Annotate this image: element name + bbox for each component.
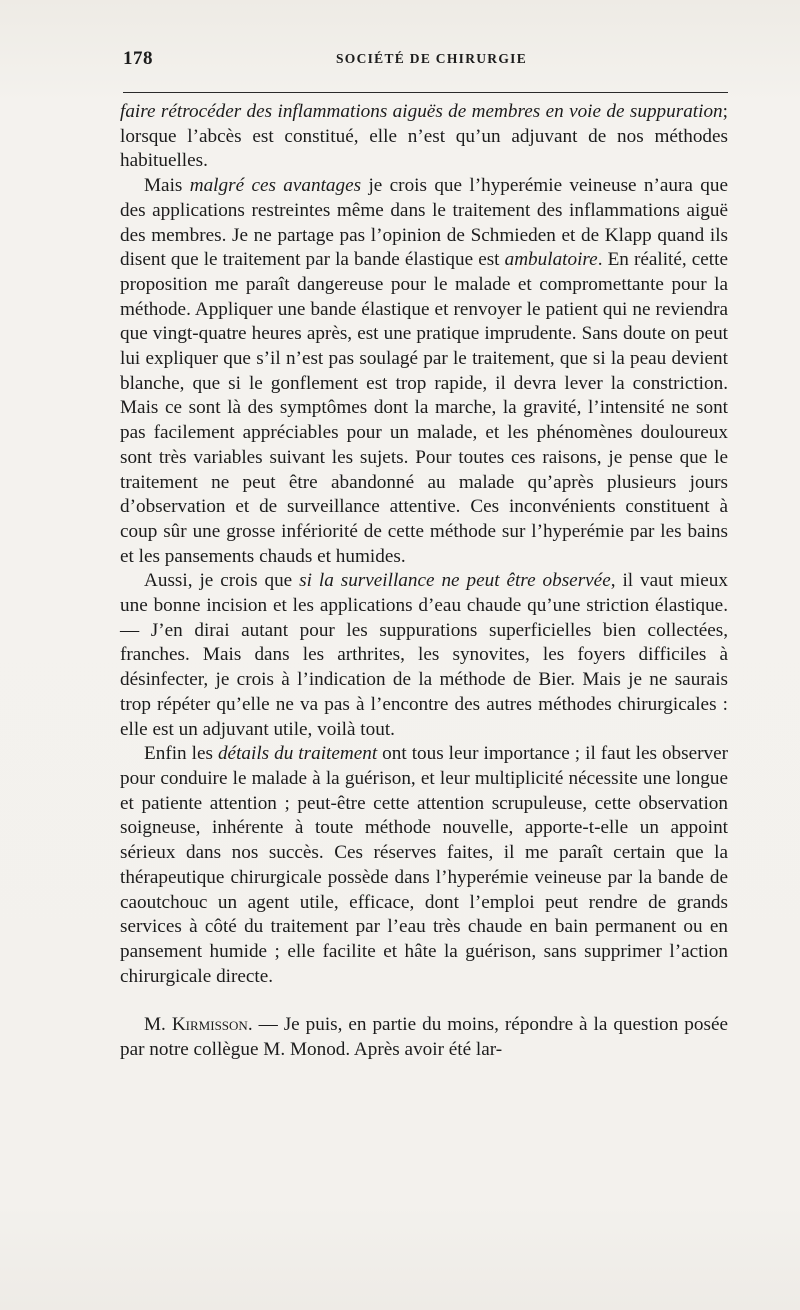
text-span: , il vaut mieux une bonne incision et les applications d’eau chaude qu’une striction élastique. — J’en dirai autant pour les suppurations superficielles bien collectées, franches. Mais dans les arthrites, les synovites, les foyers difficiles à désinfecter, je crois à l’indication de la méthode de Bier. Mais je ne saurais trop répéter qu’elle ne va pas à l’encontre des autres méthodes chirurgicales : elle est un adjuvant utile, voilà tout. (120, 570, 728, 740)
speaker-name: Kirmisson (171, 1014, 248, 1036)
text-span: . En réalité, cette proposition me paraît dangereuse pour le malade et compromettante pour la méthode. Appliquer une bande élastique et renvoyer le patient qui ne reviendra que vingt-quatre heures après, est une pratique imprudente. Sans doute on peut lui expliquer que s’il n’est pas soulagé par le traitement, que si la peau devient blanche, que si le gonflement est trop rapide, il devra lever la constriction. Mais ce sont là des symptômes dont la marche, la gravité, l’intensité ne sont pas facilement appréciables pour un malade, et les phénomènes douloureux sont très variables suivant les sujets. Pour toutes ces raisons, je pense que le traitement ne peut être abandonné au malade qu’après plusieurs jours d’observation et de surveillance attentive. Ces inconvénients constituent à coup sûr une grosse infériorité de cette méthode sur l’hyperémie par les bains et les pansements chauds et humides. (120, 249, 728, 567)
text-span: malgré ces avantages (189, 175, 362, 197)
paragraph-1 (120, 100, 728, 174)
text-span: Aussi, je crois que (144, 570, 300, 592)
page-number: 178 (123, 48, 153, 69)
text-span: je crois que l’hyperémie veineuse n’aura que des applications restreintes même dans le traitement des inflammations aiguë des membres. Je ne partage pas l’opinion de Schmieden et de Klapp quand ils disent que le traitement par la bande élastique est (120, 175, 728, 271)
paragraph-4 (120, 742, 728, 989)
header-rule (123, 92, 728, 93)
text-span: ; lorsque l’abcès est constitué, elle n’est qu’un adjuvant de nos méthodes habituelles. (120, 101, 728, 172)
text-span: ont tous leur importance ; il faut les observer pour conduire le malade à la guérison, et leur multiplicité nécessite une longue et patiente attention ; peut-être cette attention scrupuleuse, cette observation soigneuse, inhérente à toute méthode nouvelle, apporte-t-elle un appoint sérieux dans nos succès. Ces réserves faites, il me paraît certain que la thérapeutique chirurgicale possède dans l’hyperémie veineuse par la bande de caoutchouc un agent utile, efficace, dont l’emploi peut rendre de grands services à côté du traitement par l’eau très chaude en bain permanent ou en pansement humide ; elle facilite et hâte la guérison, sans supprimer l’action chirurgicale directe. (120, 743, 728, 987)
paragraph-2 (120, 174, 728, 569)
text-span: M. (144, 1014, 172, 1036)
text-span: ambulatoire (504, 249, 598, 271)
text-span: . — Je puis, en partie du moins, répondre à la question posée par notre collègue M. Monod. Après avoir été lar- (120, 1014, 728, 1061)
paragraph-3 (120, 569, 728, 742)
page-header (123, 48, 728, 76)
body-text (120, 100, 728, 1063)
text-span: détails du traitement (217, 743, 378, 765)
text-span: faire rétrocéder des inflammations aiguës de membres en voie de suppuration (120, 101, 723, 122)
text-span: Mais (144, 175, 190, 197)
text-span: si la surveillance ne peut être observée (299, 570, 611, 592)
paragraph-5 (120, 1013, 728, 1062)
text-span: Enfin les (144, 743, 218, 765)
running-title: SOCIÉTÉ DE CHIRURGIE (335, 51, 528, 66)
